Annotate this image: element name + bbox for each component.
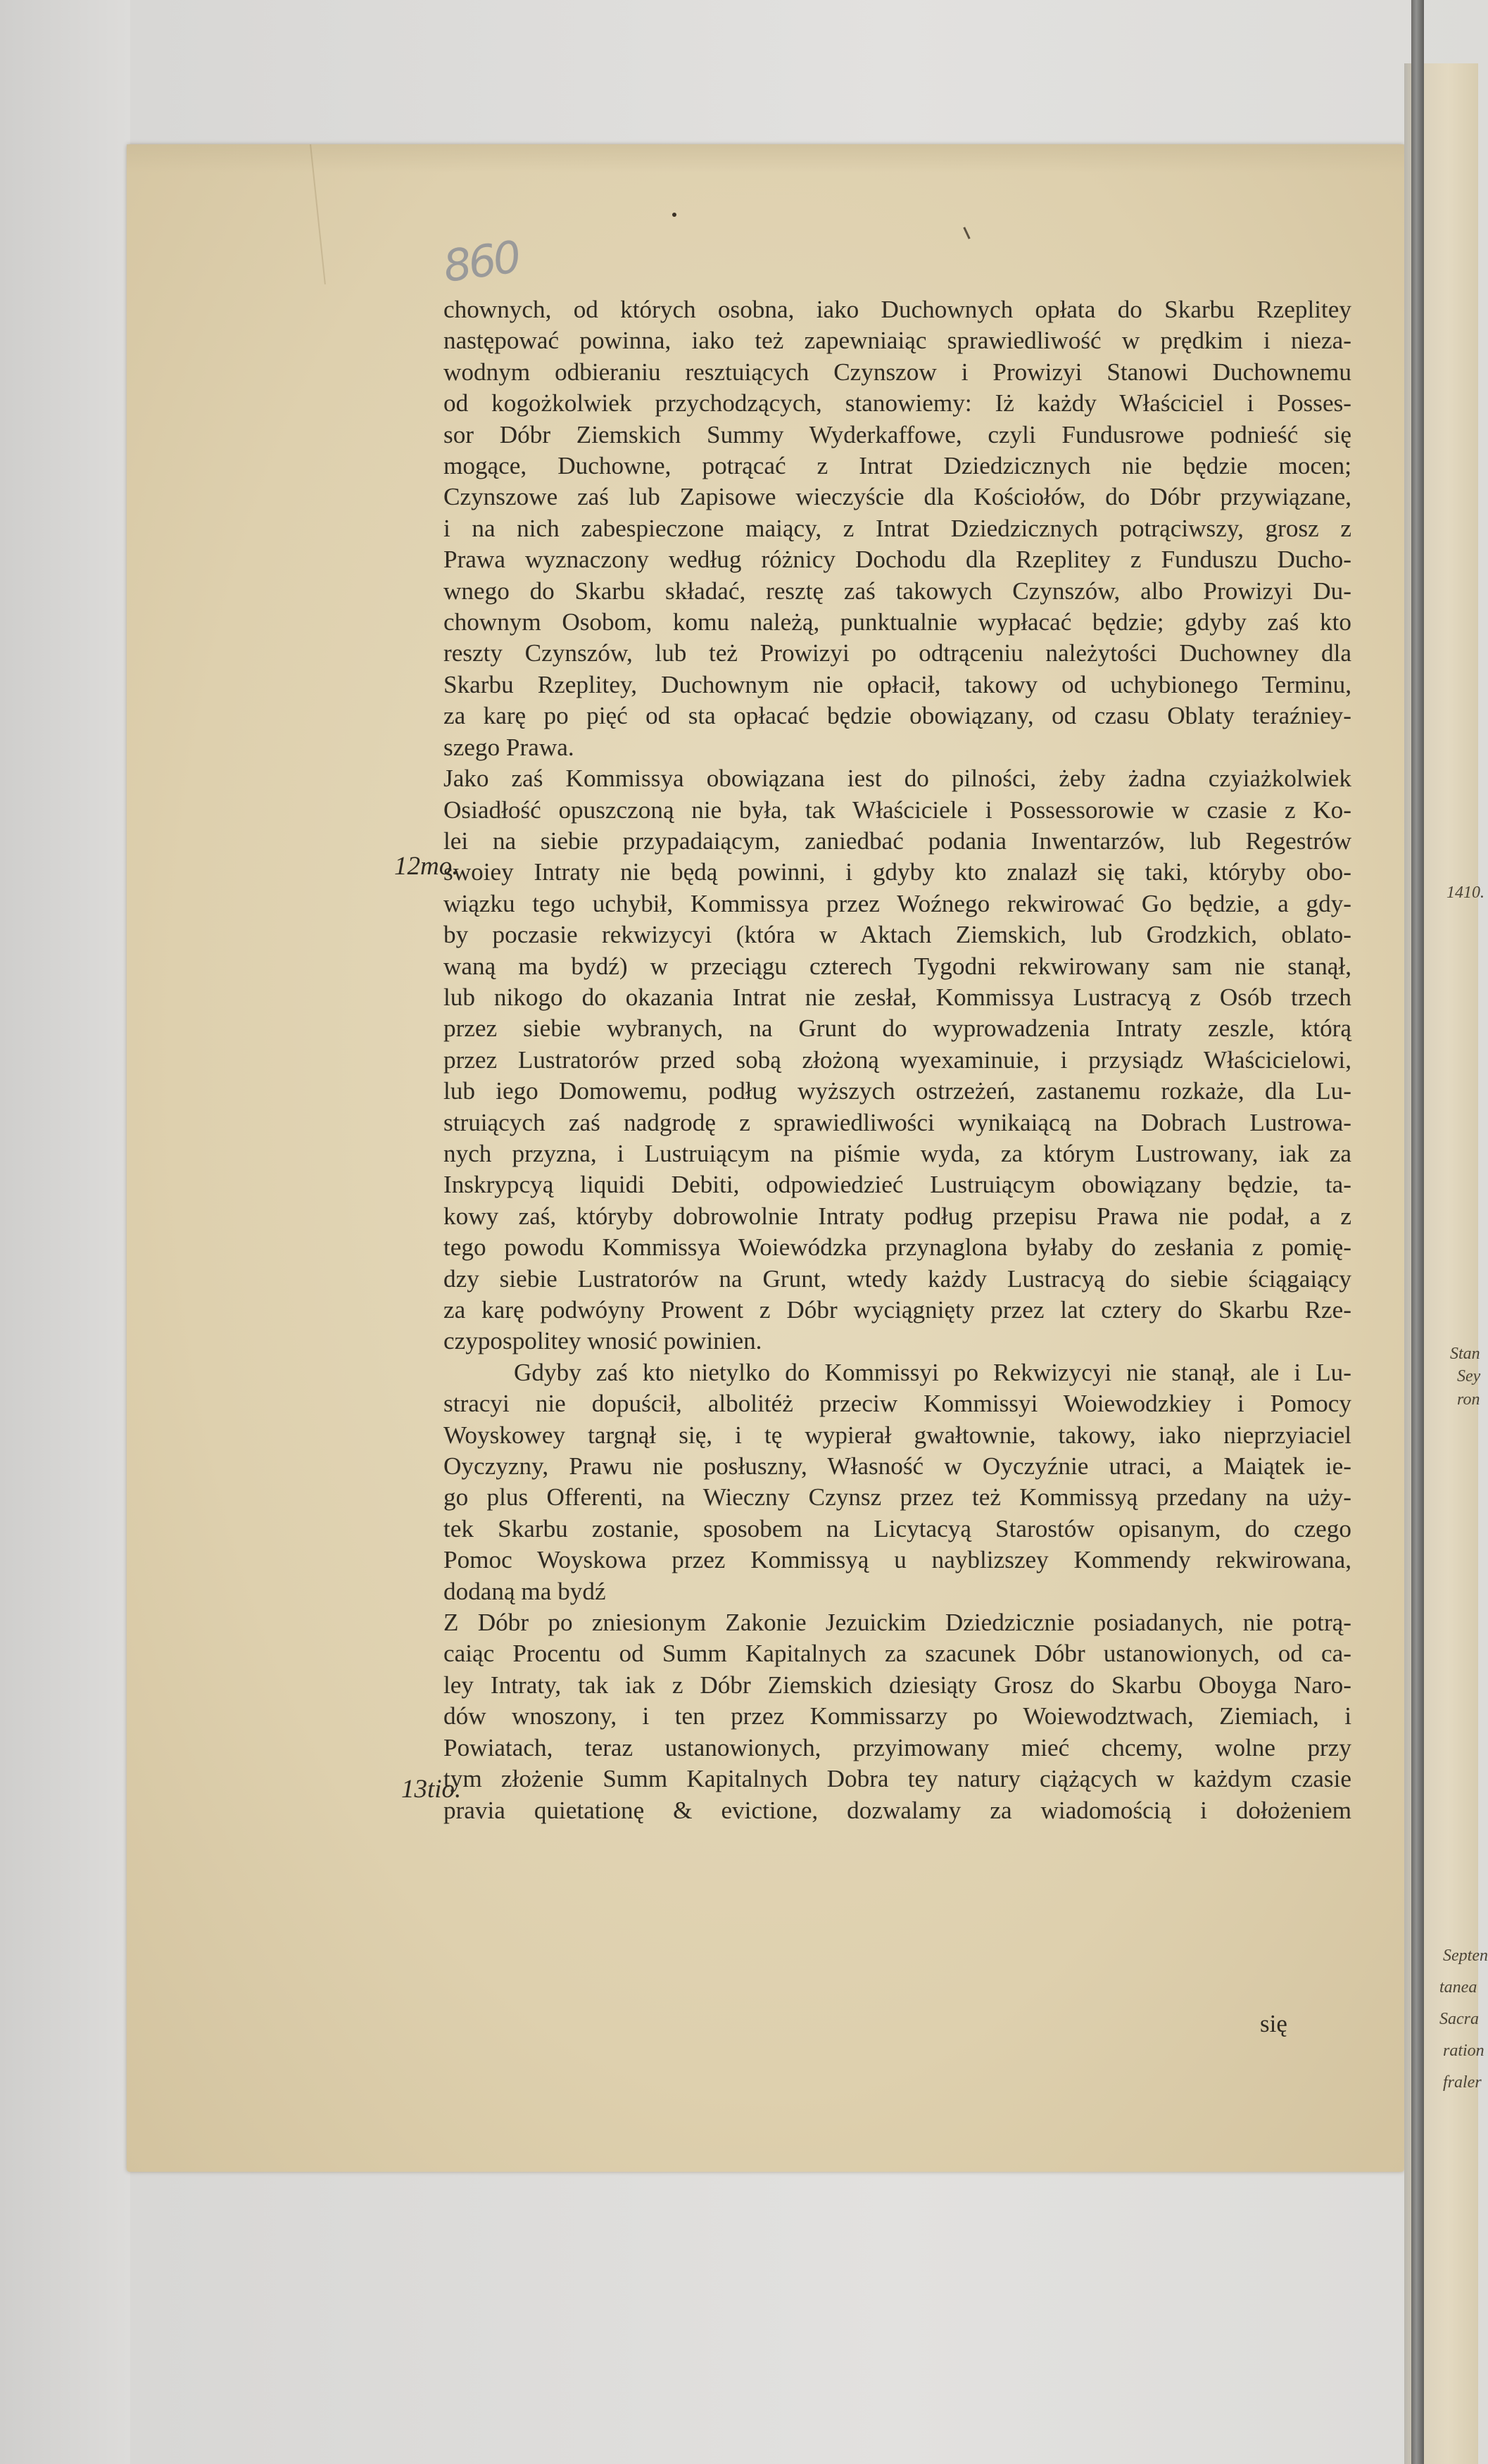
text-line: i na nich zabespieczone maiący, z Intrat Dziedzicznych potrąciwszy, grosz z [443, 514, 1351, 542]
text-line: za karę podwóyny Prowent z Dóbr wyciągnięty przez lat cztery do Skarbu Rze- [443, 1296, 1351, 1324]
pencil-folio-number: 860 [440, 230, 522, 293]
adjacent-page-fragment: Sey [1457, 1367, 1481, 1385]
text-line: dów wnoszony, i ten przez Kommissarzy po Woiewodztwach, Ziemiach, i [443, 1702, 1351, 1730]
text-line: Jako zaś Kommissya obowiązana iest do pilności, żeby żadna czyiażkolwiek [443, 765, 1351, 793]
text-line: wodnym odbieraniu resztuiących Czynszow i Prowizyi Stanowi Duchownemu [443, 358, 1351, 386]
margin-article-12: 12mo. [394, 852, 459, 881]
text-line: przez siebie wybranych, na Grunt do wyprowadzenia Intraty zeszle, którą [443, 1014, 1351, 1043]
text-line: caiąc Procentu od Summ Kapitalnych za szacunek Dóbr ustanowionych, od ca- [443, 1640, 1351, 1668]
text-line: Gdyby zaś kto nietylko do Kommissyi po Rekwizycyi nie stanął, ale i Lu- [514, 1358, 1351, 1386]
adjacent-page-fragment: tanea [1439, 1978, 1477, 1997]
text-line: Woyskowey targnął się, i tę wypierał gwałtownie, takowy, iako nieprzyiaciel [443, 1421, 1351, 1449]
text-line: od kogożkolwiek przychodzących, stanowiemy: Iż każdy Właściciel i Posses- [443, 389, 1351, 417]
text-line: Czynszowe zaś lub Zapisowe wieczyście dla Kościołów, do Dóbr przywiązane, [443, 483, 1351, 511]
text-line: Z Dóbr po zniesionym Zakonie Jezuickim Dziedzicznie posiadanych, nie potrą- [443, 1609, 1351, 1637]
ink-dot [672, 213, 676, 217]
text-line: mogące, Duchowne, potrącać z Intrat Dziedzicznych nie będzie mocen; [443, 452, 1351, 480]
text-line: wnego do Skarbu składać, resztę zaś takowych Czynszów, albo Prowizyi Du- [443, 577, 1351, 605]
text-line: nych przyzna, i Lustruiącym na piśmie wyda, za którym Lustrowany, iak za [443, 1139, 1351, 1167]
paper-crease [310, 144, 326, 284]
catchword: się [1260, 2010, 1287, 2037]
scanner-background [0, 0, 130, 2464]
text-line: go plus Offerenti, na Wieczny Czynsz przez też Kommissyą przedany na uży- [443, 1483, 1351, 1511]
adjacent-page-fragment: ron [1457, 1390, 1480, 1409]
adjacent-page-fragment: Stan [1450, 1345, 1480, 1363]
text-line: lei na siebie przypadaiącym, zaniedbać podania Inwentarzów, lub Regestrów [443, 826, 1351, 855]
text-line: następować powinna, iako też zapewniaiąc sprawiedliwość w prędkim i nieza- [443, 327, 1351, 355]
text-line: stracyi nie dopuścił, albolitéż przeciw Kommissyi Woiewodzkiey i Pomocy [443, 1390, 1351, 1418]
text-line: Osiadłość opuszczoną nie była, tak Właściciele i Possessorowie w czasie z Ko- [443, 796, 1351, 824]
text-line: czypospolitey wnosić powinien. [443, 1327, 762, 1355]
text-line: kowy zaś, któryby dobrowolnie Intraty podług przepisu Prawa nie podał, a z [443, 1202, 1351, 1230]
text-line: Powiatach, teraz ustanowionych, przyimowany mieć chcemy, wolne przy [443, 1733, 1351, 1761]
margin-article-13: 13tio. [401, 1775, 462, 1804]
text-line: wiązku tego uchybił, Kommissya przez Woźnego rekwirować Go będzie, a gdy- [443, 889, 1351, 917]
text-line: tek Skarbu zostanie, sposobem na Licytacyą Starostów opisanym, do czego [443, 1514, 1351, 1542]
adjacent-page-fragment: ration [1443, 2042, 1484, 2060]
text-line: Prawa wyznaczony według różnicy Dochodu dla Rzeplitey z Funduszu Ducho- [443, 546, 1351, 574]
text-line: tym złożenie Summ Kapitalnych Dobra tey natury ciążących w każdym czasie [443, 1765, 1351, 1793]
text-line: dzy siebie Lustratorów na Grunt, wtedy każdy Lustracyą do siebie ściągaiący [443, 1264, 1351, 1293]
text-line: Oyczyzny, Prawu nie posłuszny, Własność w Oyczyźnie utraci, a Maiątek ie- [443, 1452, 1351, 1481]
adjacent-page-fragment: Sacra [1439, 2010, 1479, 2028]
text-line: pravia quietationę & evictione, dozwalamy za wiadomością i dołożeniem [443, 1796, 1351, 1824]
adjacent-page-fragment: 1410. [1446, 884, 1484, 902]
text-line: Inskrypcyą liquidi Debiti, odpowiedzieć Lustruiącym obowiązany będzie, ta- [443, 1171, 1351, 1199]
text-line: lub nikogo do okazania Intrat nie zesłał, Kommissya Lustracyą z Osób trzech [443, 983, 1351, 1011]
text-line: chownym Osobom, komu należą, punktualnie wypłacać będzie; gdyby zaś kto [443, 608, 1351, 636]
adjacent-page-fragment: fraler [1443, 2073, 1482, 2092]
text-line: Skarbu Rzeplitey, Duchownym nie opłacił, takowy od uchybionego Terminu, [443, 670, 1351, 698]
text-line: chownych, od których osobna, iako Duchownych opłata do Skarbu Rzeplitey [443, 296, 1351, 323]
text-line: lub iego Domowemu, podług wyższych ostrzeżeń, zastanemu rozkaże, dla Lu- [443, 1077, 1351, 1105]
text-line: Pomoc Woyskowa przez Kommissyą u nayblizszey Kommendy rekwirowana, [443, 1546, 1351, 1574]
text-line: dodaną ma bydź [443, 1577, 606, 1605]
text-line: sor Dóbr Ziemskich Summy Wyderkaffowe, czyli Fundusrowe podnieść się [443, 420, 1351, 448]
text-line: tego powodu Kommissya Woiewódzka przynaglona byłaby do zesłania z pomię- [443, 1233, 1351, 1262]
text-line: by poczasie rekwizycyi (która w Aktach Ziemskich, lub Grodzkich, oblato- [443, 921, 1351, 949]
text-line: reszty Czynszów, lub też Prowizyi po odtrąceniu należytości Duchowney dla [443, 639, 1351, 667]
text-line: struiących zaś nadgrodę z sprawiedliwości wynikaiącą na Dobrach Lustrowa- [443, 1108, 1351, 1136]
body-text [443, 294, 1351, 1826]
binding-spine [1411, 0, 1424, 2464]
text-line: ley Intraty, tak iak z Dóbr Ziemskich dziesiąty Grosz do Skarbu Oboyga Naro- [443, 1671, 1351, 1699]
text-line: waną ma bydź) w przeciągu czterech Tygodni rekwirowany sam nie stanął, [443, 952, 1351, 980]
text-line: szego Prawa. [443, 733, 574, 761]
text-line: za karę po pięć od sta opłacać będzie obowiązany, od czasu Oblaty teraźniey- [443, 702, 1351, 730]
adjacent-page-fragment: Septen [1443, 1947, 1488, 1965]
text-line: swoiey Intraty nie będą powinni, i gdyby kto znalazł się taki, któryby obo- [443, 858, 1351, 886]
text-line: przez Lustratorów przed sobą złożoną wyexaminuie, i przysiądz Właścicielowi, [443, 1045, 1351, 1074]
